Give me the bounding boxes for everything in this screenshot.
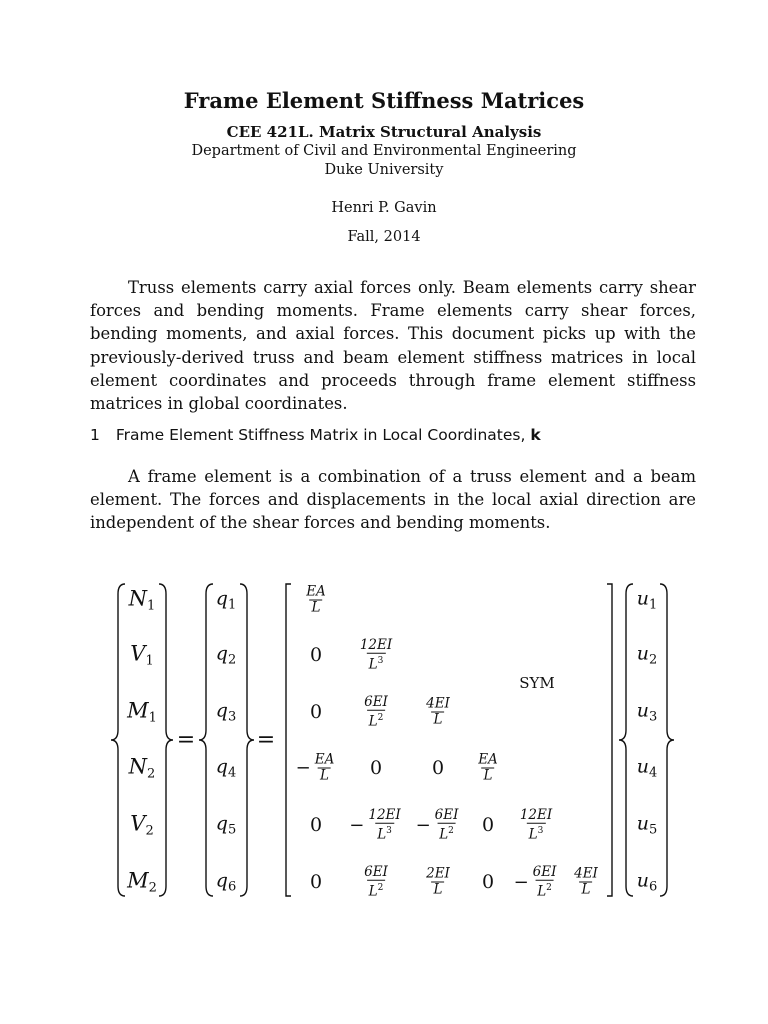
u-vector-entry-subscript: 6 xyxy=(648,879,658,895)
matrix-cell xyxy=(349,808,402,843)
u-vector-entry-subscript: 5 xyxy=(648,822,658,838)
matrix-right-bracket xyxy=(607,584,612,896)
symmetric-label: SYM xyxy=(519,674,555,692)
minus-sign: − xyxy=(349,814,365,836)
matrix-cell xyxy=(310,814,322,836)
matrix-cell xyxy=(476,753,500,784)
u-vector-entry-symbol: u xyxy=(636,699,649,722)
q-vector-entry xyxy=(216,588,236,613)
fraction-denominator: L xyxy=(483,767,493,784)
denominator-exponent: 2 xyxy=(377,882,384,893)
force-vector-entry-subscript: 2 xyxy=(148,880,157,896)
u-vector-entry-subscript: 3 xyxy=(648,709,658,725)
q-vector-entry-symbol: q xyxy=(215,812,228,835)
matrix-cell xyxy=(416,808,461,843)
fraction-numerator: 4EI xyxy=(426,695,450,712)
matrix-cell xyxy=(310,644,322,666)
u-vector-left-brace xyxy=(619,584,633,896)
q-vector-left-brace xyxy=(199,584,213,896)
fraction-denominator: L xyxy=(320,767,330,784)
denominator-exponent: 3 xyxy=(537,825,544,836)
u-vector-entry-symbol: u xyxy=(636,812,649,835)
denominator-exponent: 3 xyxy=(377,655,384,666)
fraction-denominator: $L^3$ xyxy=(367,653,386,673)
force-vector-entry xyxy=(127,699,157,726)
matrix-cell xyxy=(296,753,337,784)
fraction xyxy=(424,867,452,898)
fraction xyxy=(518,808,554,843)
fraction-numerator: 6EI xyxy=(434,806,459,823)
force-vector-entry-symbol: N xyxy=(128,586,148,611)
q-vector-entry-subscript: 6 xyxy=(227,879,237,895)
q-vector-entry xyxy=(216,643,236,668)
force-vector-entry-subscript: 1 xyxy=(145,653,154,669)
fraction-numerator: 6EI xyxy=(364,863,388,880)
matrix-cell xyxy=(514,865,559,900)
matrix-zero: 0 xyxy=(481,814,495,836)
force-vector-entry-subscript: 1 xyxy=(147,598,156,614)
matrix-zero: 0 xyxy=(309,701,323,723)
matrix-zero: 0 xyxy=(431,757,445,779)
u-vector-entry-subscript: 2 xyxy=(648,652,658,668)
course-name: CEE 421L. Matrix Structural Analysis xyxy=(226,123,542,141)
force-vector-entry-symbol: M xyxy=(127,698,149,723)
q-vector-entry xyxy=(216,870,236,895)
section-symbol: k xyxy=(530,426,541,444)
fraction xyxy=(362,695,390,730)
q-vector-entry-subscript: 3 xyxy=(227,709,237,725)
force-vector-entry-symbol: M xyxy=(127,868,149,893)
u-vector-entry xyxy=(637,756,658,781)
q-vector-entry-symbol: q xyxy=(215,869,228,892)
equals-sign-2: = xyxy=(256,727,276,753)
fraction xyxy=(313,753,337,784)
section-paragraph: A frame element is a combination of a truss element and a beam element. The forces and displacements in the local axial direction are independent of the shear forces and bending moments. xyxy=(90,467,696,533)
force-vector-entry xyxy=(129,587,156,614)
q-vector-entry xyxy=(216,813,236,838)
matrix-cell xyxy=(362,865,390,900)
u-vector-entry xyxy=(637,870,658,895)
fraction-denominator: L xyxy=(581,881,591,898)
fraction-numerator: EA xyxy=(306,583,326,600)
force-vector-entry-subscript: 2 xyxy=(145,823,154,839)
fraction xyxy=(531,865,559,900)
matrix-cell xyxy=(304,585,328,616)
matrix-cell xyxy=(424,867,452,898)
u-vector-entry-subscript: 1 xyxy=(648,597,658,613)
fraction-denominator: $L^3$ xyxy=(375,823,394,843)
fraction-denominator: L xyxy=(433,711,443,728)
fraction-denominator: L xyxy=(311,599,321,616)
denominator-exponent: 2 xyxy=(377,712,384,723)
q-vector-right-brace xyxy=(240,584,254,896)
u-vector-entry-symbol: u xyxy=(636,755,649,778)
fraction xyxy=(362,865,390,900)
fraction xyxy=(358,638,394,673)
matrix-cell xyxy=(572,867,600,898)
fraction-denominator: L xyxy=(433,881,443,898)
matrix-zero: 0 xyxy=(309,644,323,666)
q-vector-entry-subscript: 5 xyxy=(227,822,237,838)
equals-sign-1: = xyxy=(176,727,196,753)
q-vector-entry-subscript: 2 xyxy=(227,652,237,668)
fraction xyxy=(424,697,452,728)
minus-sign: − xyxy=(295,757,311,779)
date: Fall, 2014 xyxy=(347,229,421,245)
force-vector-entry-subscript: 2 xyxy=(147,766,156,782)
force-vector-entry-symbol: V xyxy=(130,641,146,666)
q-vector-entry-subscript: 1 xyxy=(227,597,237,613)
force-vector-entry xyxy=(130,812,153,839)
university: Duke University xyxy=(324,162,444,178)
fraction-numerator: 12EI xyxy=(368,806,401,823)
fraction xyxy=(304,585,328,616)
u-vector-entry xyxy=(637,643,658,668)
intro-paragraph: Truss elements carry axial forces only. Beam elements carry shear forces and bending moments. Frame elements carry shear forces, bending moments, and axial forces. This document picks up with the previously-derived truss and beam element stiffness matrices in local element coordinates and proceeds through frame element stiffness matrices in global coordinates. xyxy=(90,278,696,414)
fraction xyxy=(572,867,600,898)
page-title: Frame Element Stiffness Matrices xyxy=(183,88,585,113)
force-vector-entry-symbol: V xyxy=(130,811,146,836)
matrix-cell xyxy=(362,695,390,730)
q-vector-entry-symbol: q xyxy=(215,699,228,722)
fraction-numerator: 6EI xyxy=(364,693,388,710)
fraction xyxy=(476,753,500,784)
force-vector-entry xyxy=(130,642,153,669)
denominator-exponent: 3 xyxy=(386,825,392,836)
fraction xyxy=(366,808,402,843)
force-vector-entry-subscript: 1 xyxy=(148,710,157,726)
force-vector-entry xyxy=(129,755,156,782)
fraction-numerator: 12EI xyxy=(359,636,393,653)
matrix-zero: 0 xyxy=(309,871,323,893)
matrix-cell xyxy=(518,808,554,843)
matrix-cell xyxy=(424,697,452,728)
matrix-cell xyxy=(482,871,494,893)
matrix-cell xyxy=(310,701,322,723)
fraction-numerator: 4EI xyxy=(574,865,598,882)
fraction-denominator: $L^2$ xyxy=(437,823,456,843)
matrix-cell xyxy=(310,871,322,893)
matrix-cell xyxy=(432,757,444,779)
u-vector-right-brace xyxy=(660,584,674,896)
fraction-denominator: $L^2$ xyxy=(367,880,386,900)
matrix-cell xyxy=(482,814,494,836)
q-vector-entry xyxy=(216,700,236,725)
force-vector-right-brace xyxy=(159,584,173,896)
denominator-exponent: 2 xyxy=(448,825,454,836)
u-vector-entry-subscript: 4 xyxy=(648,765,658,781)
fraction-numerator: EA xyxy=(314,751,335,768)
minus-sign: − xyxy=(513,871,529,893)
q-vector-entry-symbol: q xyxy=(215,642,228,665)
force-vector-entry-symbol: N xyxy=(128,754,148,779)
department: Department of Civil and Environmental Engineering xyxy=(191,143,577,159)
u-vector-entry-symbol: u xyxy=(636,869,649,892)
fraction-numerator: 12EI xyxy=(519,806,553,823)
q-vector-entry-symbol: q xyxy=(215,587,228,610)
fraction-denominator: $L^2$ xyxy=(367,710,386,730)
matrix-left-bracket xyxy=(286,584,291,896)
fraction-denominator: $L^3$ xyxy=(527,823,546,843)
matrix-zero: 0 xyxy=(309,814,323,836)
fraction-numerator: EA xyxy=(478,751,498,768)
minus-sign: − xyxy=(415,814,431,836)
fraction xyxy=(433,808,461,843)
u-vector-entry xyxy=(637,700,658,725)
u-vector-entry-symbol: u xyxy=(636,642,649,665)
fraction-numerator: 2EI xyxy=(426,865,450,882)
author: Henri P. Gavin xyxy=(331,200,437,216)
fraction-numerator: 6EI xyxy=(532,863,557,880)
u-vector-entry-symbol: u xyxy=(636,587,649,610)
denominator-exponent: 2 xyxy=(546,882,552,893)
fraction-denominator: $L^2$ xyxy=(535,880,554,900)
section-heading xyxy=(90,426,541,444)
u-vector-entry xyxy=(637,813,658,838)
matrix-zero: 0 xyxy=(369,757,383,779)
section-title: Frame Element Stiffness Matrix in Local Coordinates, xyxy=(115,426,531,444)
force-vector-left-brace xyxy=(111,584,125,896)
section-number: 1 xyxy=(90,426,100,444)
u-vector-entry xyxy=(637,588,658,613)
matrix-cell xyxy=(370,757,382,779)
q-vector-entry-subscript: 4 xyxy=(227,765,237,781)
q-vector-entry xyxy=(216,756,236,781)
q-vector-entry-symbol: q xyxy=(215,755,228,778)
matrix-zero: 0 xyxy=(481,871,495,893)
force-vector-entry xyxy=(127,869,157,896)
matrix-cell xyxy=(358,638,394,673)
